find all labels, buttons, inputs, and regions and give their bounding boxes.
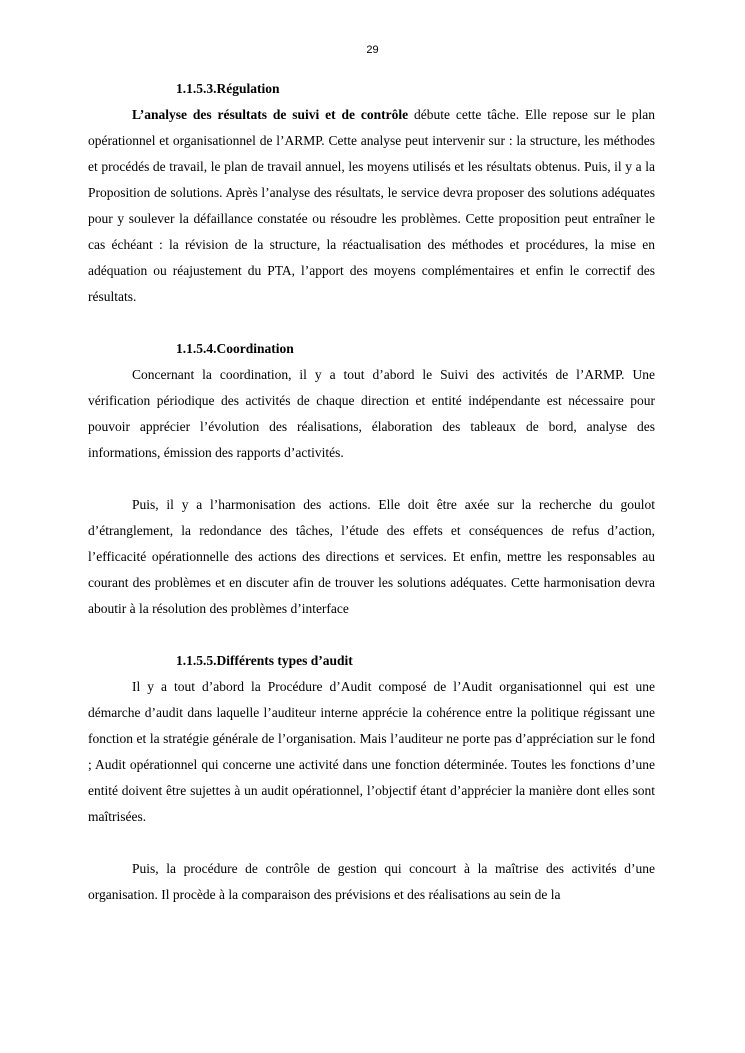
paragraph-regulation <box>88 102 655 310</box>
paragraph-regulation-lead: L’analyse des résultats de suivi et de contrôle <box>132 107 409 122</box>
heading-coordination: 1.1.5.4.Coordination <box>176 341 294 356</box>
paragraph-audit-1: Il y a tout d’abord la Procédure d’Audit composé de l’Audit organisationnel qui est une démarche d’audit dans laquelle l’auditeur interne apprécie la cohérence entre la politique régissant une fonction et la stratégie générale de l’organisation. Mais l’auditeur ne porte pas d’appréciation sur le fond ; Audit opérationnel qui concerne une activité dans une fonction déterminée. Toutes les fonctions d’une entité doivent être sujettes à un audit opérationnel, l’objectif étant d’apprécier la manière dont elles sont maîtrisées. <box>88 679 655 824</box>
document-body <box>88 76 655 908</box>
paragraph-coordination-2: Puis, il y a l’harmonisation des actions. Elle doit être axée sur la recherche du goulot d’étranglement, la redondance des tâches, l’étude des effets et conséquences de refus d’action, l’efficacité opérationnelle des actions des directions et services. Et enfin, mettre les responsables au courant des problèmes et en discuter afin de trouver les solutions adéquates. Cette harmonisation devra aboutir à la résolution des problèmes d’interface <box>88 497 655 616</box>
paragraph-coordination-1: Concernant la coordination, il y a tout d’abord le Suivi des activités de l’ARMP. Une vérification périodique des activités de chaque direction et entité indépendante est nécessaire pour pouvoir apprécier l’évolution des réalisations, élaboration des tableaux de bord, analyse des informations, émission des rapports d’activités. <box>88 367 655 460</box>
heading-audit: 1.1.5.5.Différents types d’audit <box>176 653 353 668</box>
page-number: 29 <box>366 44 379 56</box>
heading-regulation: 1.1.5.3.Régulation <box>176 81 280 96</box>
paragraph-regulation-text: débute cette tâche. Elle repose sur le plan opérationnel et organisationnel de l’ARMP. Cette analyse peut intervenir sur : la structure, les méthodes et procédés de travail, le plan de travail annuel, les moyens utilisés et les résultats obtenus. Puis, il y a la Proposition de solutions. Après l’analyse des résultats, le service devra proposer des solutions adéquates pour y soulever la défaillance constatée ou résoudre les problèmes. Cette proposition peut entraîner le cas échéant : la révision de la structure, la réactualisation des méthodes et procédures, la mise en adéquation ou réajustement du PTA, l’apport des moyens complémentaires et enfin le correctif des résultats. <box>88 107 655 304</box>
paragraph-audit-2: Puis, la procédure de contrôle de gestion qui concourt à la maîtrise des activités d’une organisation. Il procède à la comparaison des prévisions et des réalisations au sein de la <box>88 861 655 902</box>
